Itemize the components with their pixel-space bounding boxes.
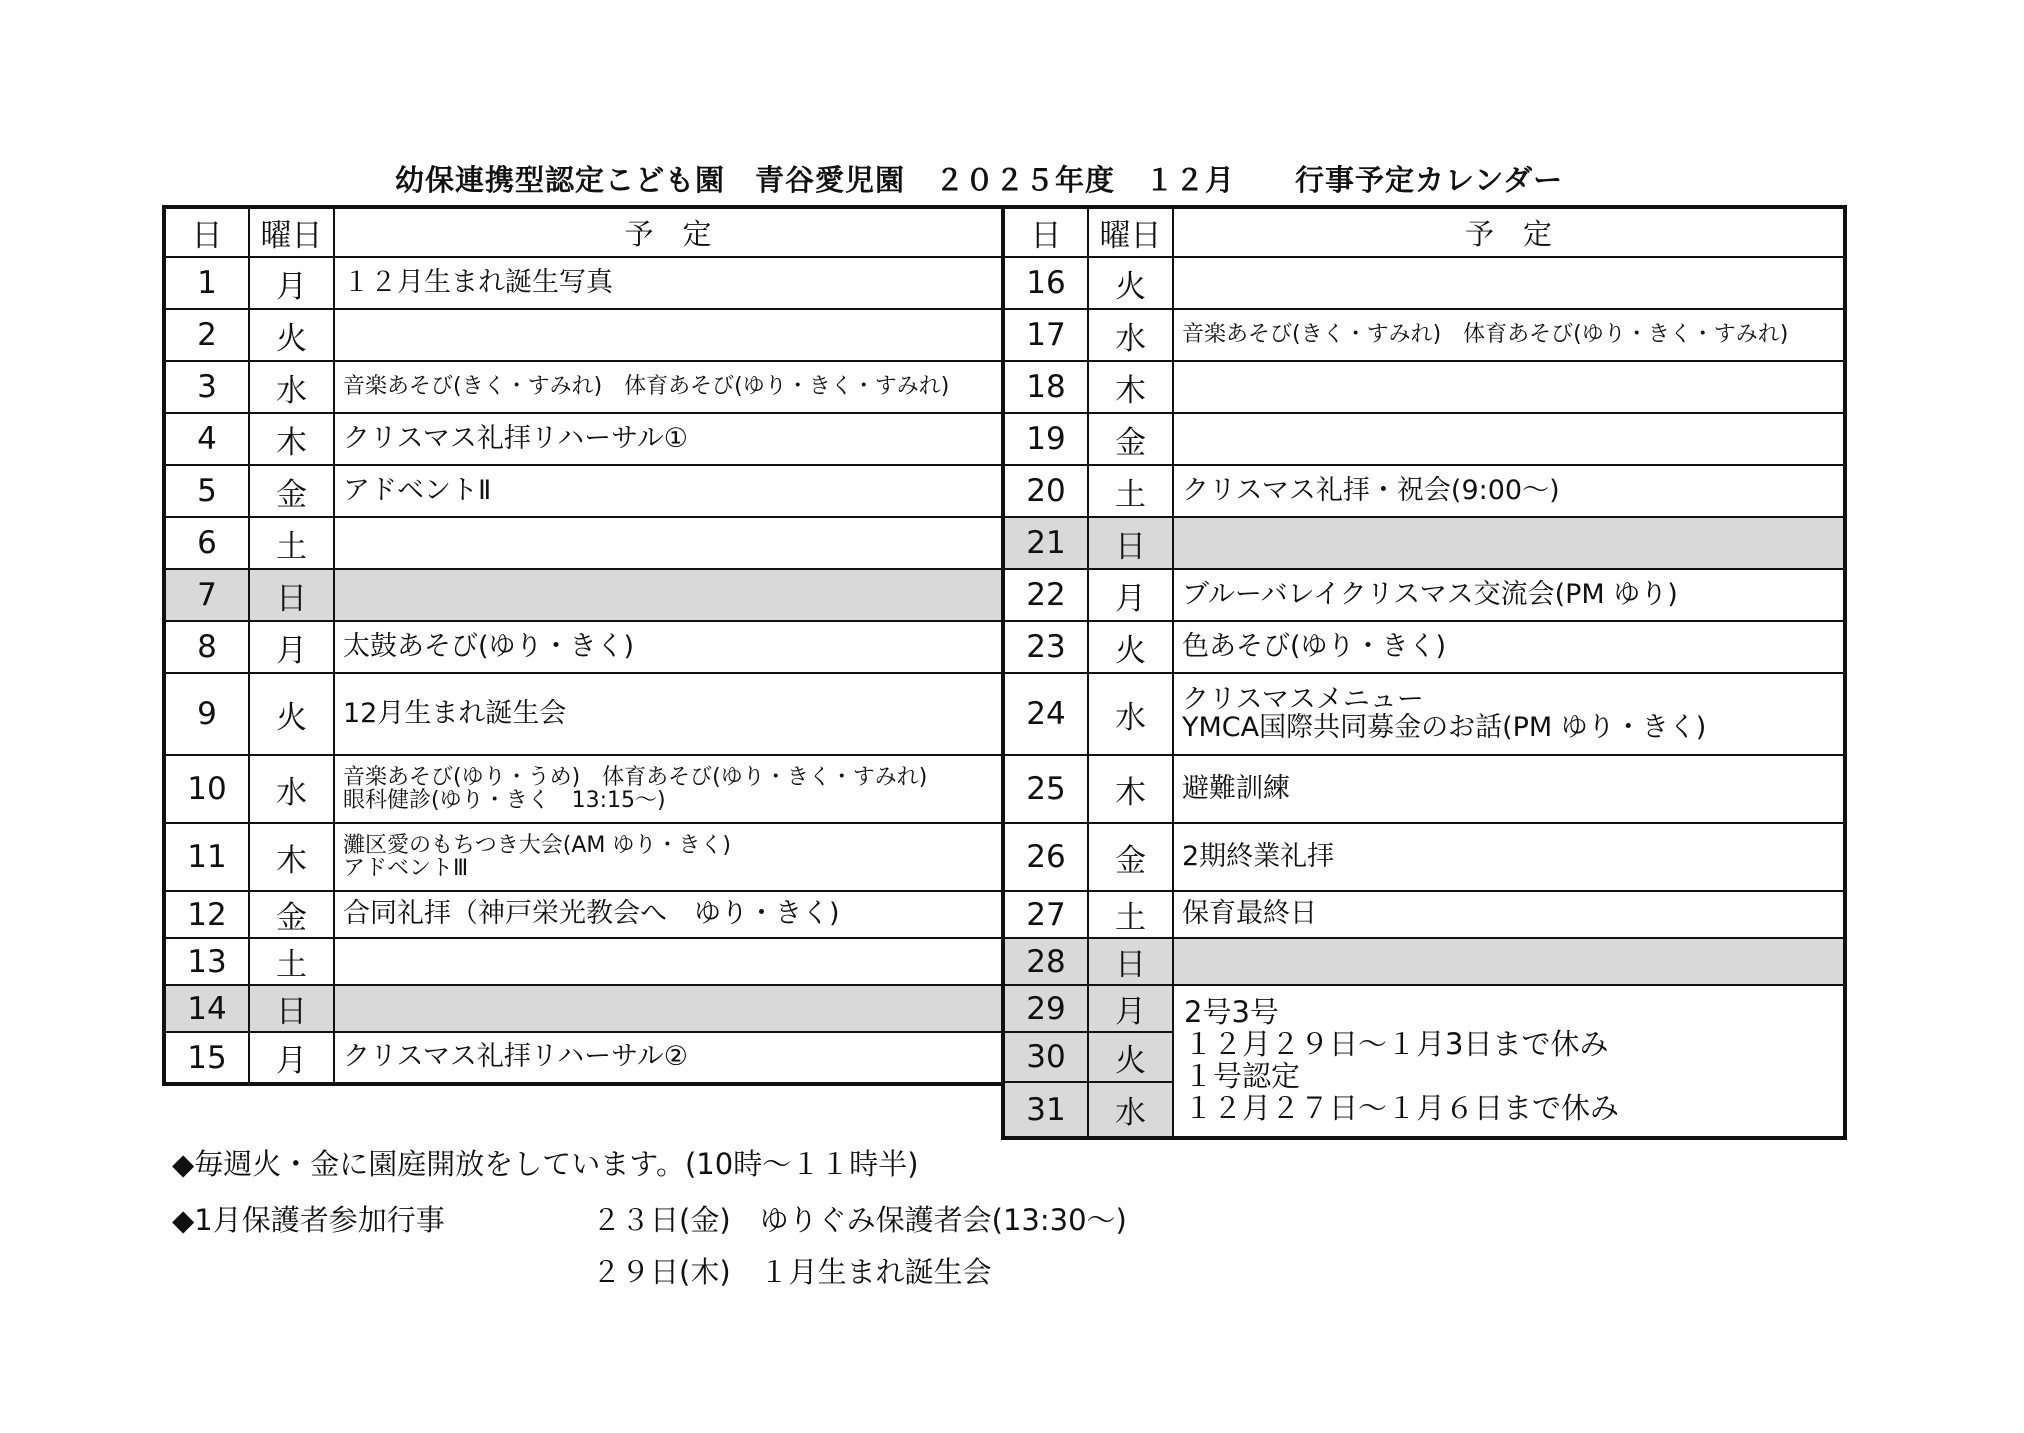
- day-number: 6: [164, 517, 249, 569]
- weekday: 日: [249, 569, 334, 621]
- event-text: 太鼓あそび(ゆり・きく): [343, 630, 635, 662]
- day-number: 1: [164, 257, 249, 309]
- calendar-table-right: [1001, 205, 1847, 1140]
- calendar-row: [164, 309, 1003, 361]
- weekday: 木: [249, 823, 334, 891]
- event-cell: [334, 517, 1003, 569]
- weekday: 木: [1088, 755, 1173, 823]
- weekday: 土: [249, 517, 334, 569]
- day-number: 19: [1003, 413, 1088, 465]
- header-weekday: 曜日: [1088, 207, 1173, 257]
- day-number: 29: [1003, 985, 1088, 1032]
- day-number: 8: [164, 621, 249, 673]
- day-number: 30: [1003, 1032, 1088, 1082]
- day-number: 31: [1003, 1082, 1088, 1138]
- weekday: 水: [1088, 673, 1173, 755]
- day-number: 14: [164, 985, 249, 1032]
- day-number: 26: [1003, 823, 1088, 891]
- event-text: 避難訓練: [1182, 772, 1290, 804]
- weekday: 土: [1088, 891, 1173, 938]
- weekday: 金: [1088, 413, 1173, 465]
- parent-event-2: ２９日(木) １月生まれ誕生会: [592, 1255, 992, 1289]
- weekday: 金: [1088, 823, 1173, 891]
- header-weekday: 曜日: [249, 207, 334, 257]
- weekday: 火: [1088, 257, 1173, 309]
- weekday: 火: [249, 309, 334, 361]
- calendar-row: [164, 755, 1003, 823]
- event-text: クリスマス礼拝リハーサル①: [343, 422, 688, 454]
- event-cell: [1173, 673, 1845, 755]
- event-text: クリスマスメニュー: [1182, 683, 1424, 715]
- garden-open-note: ◆毎週火・金に園庭開放をしています。(10時～１１時半): [172, 1147, 919, 1181]
- calendar-row: [1003, 823, 1845, 891]
- calendar-row: [164, 465, 1003, 517]
- event-cell: [1173, 569, 1845, 621]
- calendar-row: [1003, 569, 1845, 621]
- weekday: 月: [249, 1032, 334, 1084]
- event-text: ブルーバレイクリスマス交流会(PM ゆり): [1182, 578, 1678, 610]
- weekday: 月: [249, 621, 334, 673]
- calendar-row: [164, 1032, 1003, 1084]
- calendar-row: [1003, 465, 1845, 517]
- weekday: 木: [1088, 361, 1173, 413]
- day-number: 13: [164, 938, 249, 985]
- weekday: 月: [1088, 569, 1173, 621]
- calendar-row: [1003, 309, 1845, 361]
- calendar-row: [164, 938, 1003, 985]
- event-cell: [334, 465, 1003, 517]
- calendar-row: [1003, 891, 1845, 938]
- event-cell: [1173, 413, 1845, 465]
- parent-event-1: ２３日(金) ゆりぐみ保護者会(13:30～): [592, 1203, 1127, 1237]
- weekday: 金: [249, 891, 334, 938]
- day-number: 22: [1003, 569, 1088, 621]
- event-cell: [334, 985, 1003, 1032]
- day-number: 11: [164, 823, 249, 891]
- day-number: 24: [1003, 673, 1088, 755]
- day-number: 15: [164, 1032, 249, 1084]
- day-number: 12: [164, 891, 249, 938]
- calendar-row: [164, 569, 1003, 621]
- event-text: 灘区愛のもちつき大会(AM ゆり・きく): [343, 832, 731, 858]
- event-text: 合同礼拝（神戸栄光教会へ ゆり・きく): [343, 898, 840, 930]
- calendar-row: [164, 673, 1003, 755]
- event-cell: [1173, 517, 1845, 569]
- event-cell: [334, 361, 1003, 413]
- event-cell: [334, 1032, 1003, 1084]
- day-number: 2: [164, 309, 249, 361]
- day-number: 5: [164, 465, 249, 517]
- event-cell: [1173, 465, 1845, 517]
- calendar-table-left: [162, 205, 1005, 1086]
- day-number: 3: [164, 361, 249, 413]
- event-text: 音楽あそび(きく・すみれ) 体育あそび(ゆり・きく・すみれ): [343, 374, 950, 400]
- parent-event-label: ◆1月保護者参加行事: [172, 1203, 445, 1237]
- event-text: 2期終業礼拝: [1182, 840, 1335, 872]
- weekday: 日: [1088, 517, 1173, 569]
- calendar-row: [164, 823, 1003, 891]
- weekday: 月: [249, 257, 334, 309]
- day-number: 7: [164, 569, 249, 621]
- calendar-row: [1003, 985, 1845, 1032]
- weekday: 土: [249, 938, 334, 985]
- event-cell: [334, 257, 1003, 309]
- weekday: 水: [249, 755, 334, 823]
- weekday: 木: [249, 413, 334, 465]
- event-cell: [1173, 823, 1845, 891]
- day-number: 23: [1003, 621, 1088, 673]
- event-text: 色あそび(ゆり・きく): [1182, 630, 1447, 662]
- event-cell: [1173, 257, 1845, 309]
- day-number: 16: [1003, 257, 1088, 309]
- event-cell: [1173, 938, 1845, 985]
- calendar-row: [1003, 755, 1845, 823]
- event-cell: [1173, 891, 1845, 938]
- event-cell: [334, 569, 1003, 621]
- calendar-row: [164, 413, 1003, 465]
- day-number: 25: [1003, 755, 1088, 823]
- event-cell: [334, 755, 1003, 823]
- header-plan: 予 定: [334, 207, 1003, 257]
- day-number: 18: [1003, 361, 1088, 413]
- day-number: 27: [1003, 891, 1088, 938]
- event-cell: [1173, 621, 1845, 673]
- weekday: 日: [1088, 938, 1173, 985]
- event-text: 眼科健診(ゆり・きく 13:15～): [343, 788, 666, 813]
- header-day: 日: [164, 207, 249, 257]
- event-text: 保育最終日: [1182, 898, 1317, 930]
- event-text: １２月生まれ誕生写真: [343, 266, 613, 298]
- calendar-row: [1003, 621, 1845, 673]
- weekday: 日: [249, 985, 334, 1032]
- calendar-row: [164, 985, 1003, 1032]
- day-number: 17: [1003, 309, 1088, 361]
- weekday: 月: [1088, 985, 1173, 1032]
- calendar-row: [164, 517, 1003, 569]
- event-text: 音楽あそび(ゆり・うめ) 体育あそび(ゆり・きく・すみれ): [343, 764, 928, 790]
- event-text: アドベントⅡ: [343, 474, 492, 506]
- event-text: 12月生まれ誕生会: [343, 697, 567, 729]
- calendar-row: [164, 621, 1003, 673]
- weekday: 火: [1088, 621, 1173, 673]
- weekday: 土: [1088, 465, 1173, 517]
- event-cell: [334, 673, 1003, 755]
- day-number: 10: [164, 755, 249, 823]
- calendar-row: [1003, 517, 1845, 569]
- event-cell: [334, 823, 1003, 891]
- event-cell: [334, 413, 1003, 465]
- calendar-row: [1003, 257, 1845, 309]
- day-number: 9: [164, 673, 249, 755]
- weekday: 水: [1088, 309, 1173, 361]
- calendar-row: [1003, 361, 1845, 413]
- calendar-row: [1003, 413, 1845, 465]
- weekday: 火: [1088, 1032, 1173, 1082]
- day-number: 21: [1003, 517, 1088, 569]
- weekday: 水: [249, 361, 334, 413]
- header-plan: 予 定: [1173, 207, 1845, 257]
- calendar-row: [1003, 673, 1845, 755]
- weekday: 水: [1088, 1082, 1173, 1138]
- event-cell: [1173, 755, 1845, 823]
- calendar-row: [164, 361, 1003, 413]
- event-cell: [1173, 361, 1845, 413]
- day-number: 28: [1003, 938, 1088, 985]
- event-text: クリスマス礼拝・祝会(9:00～): [1182, 474, 1560, 506]
- event-cell: [334, 309, 1003, 361]
- event-text: アドベントⅢ: [343, 856, 469, 881]
- event-cell: [1173, 309, 1845, 361]
- calendar-row: [164, 891, 1003, 938]
- event-text: YMCA国際共同募金のお話(PM ゆり・きく): [1182, 712, 1707, 743]
- weekday: 火: [249, 673, 334, 755]
- event-cell: [334, 891, 1003, 938]
- page-title: 幼保連携型認定こども園 青谷愛児園 ２０２５年度 １２月 行事予定カレンダー: [395, 163, 1564, 197]
- weekday: 金: [249, 465, 334, 517]
- calendar-row: [164, 257, 1003, 309]
- event-text: クリスマス礼拝リハーサル②: [343, 1041, 688, 1073]
- header-day: 日: [1003, 207, 1088, 257]
- event-text: 音楽あそび(きく・すみれ) 体育あそび(ゆり・きく・すみれ): [1182, 322, 1789, 348]
- calendar-row: [1003, 938, 1845, 985]
- year-end-holiday-note: 2号3号 １２月２９日～１月3日まで休み １号認定 １２月２７日～１月６日まで休み: [1173, 985, 1845, 1138]
- day-number: 4: [164, 413, 249, 465]
- event-cell: [334, 938, 1003, 985]
- event-cell: [334, 621, 1003, 673]
- day-number: 20: [1003, 465, 1088, 517]
